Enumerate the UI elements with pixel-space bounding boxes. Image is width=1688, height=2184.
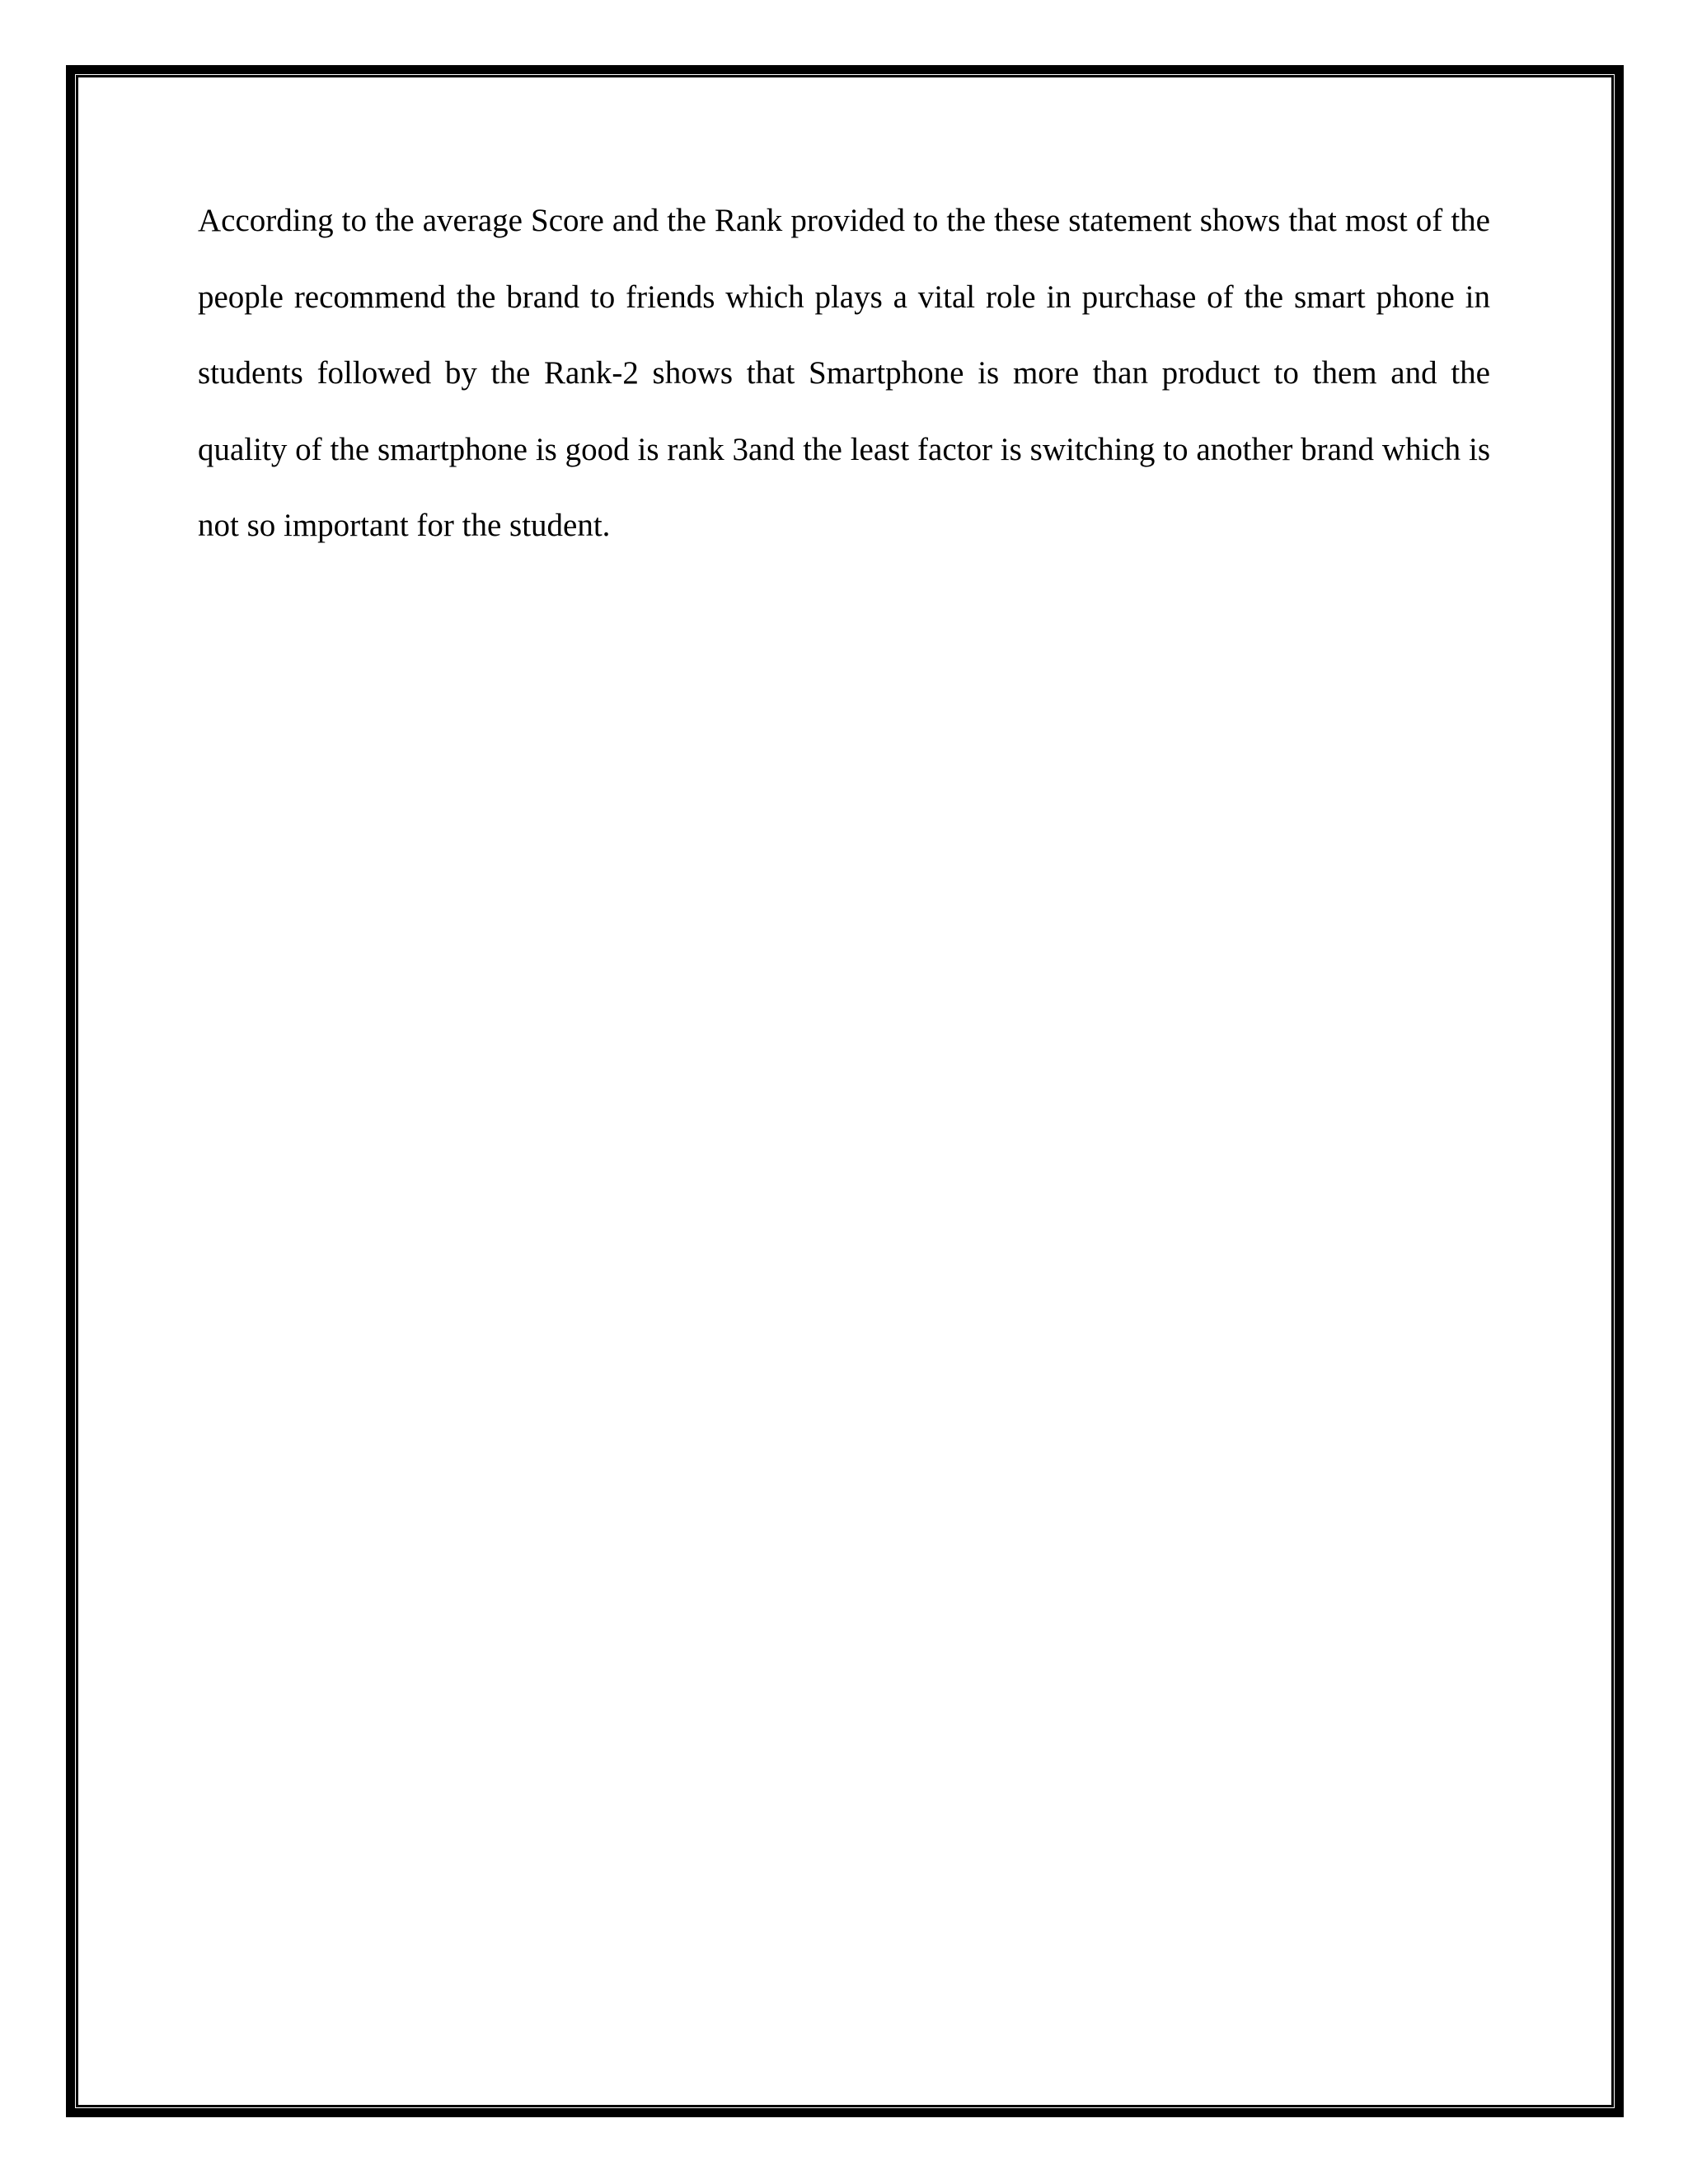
body-paragraph: According to the average Score and the Rank provided to the these statement shows that most of the people recommend the brand to friends which plays a vital role in purchase of the smart phone in students followed by the Rank-2 shows that Smartphone is more than product to them and the quality of the smartphone is good is rank 3and the least factor is switching to another brand which is not so important for the student. bbox=[198, 203, 1490, 543]
